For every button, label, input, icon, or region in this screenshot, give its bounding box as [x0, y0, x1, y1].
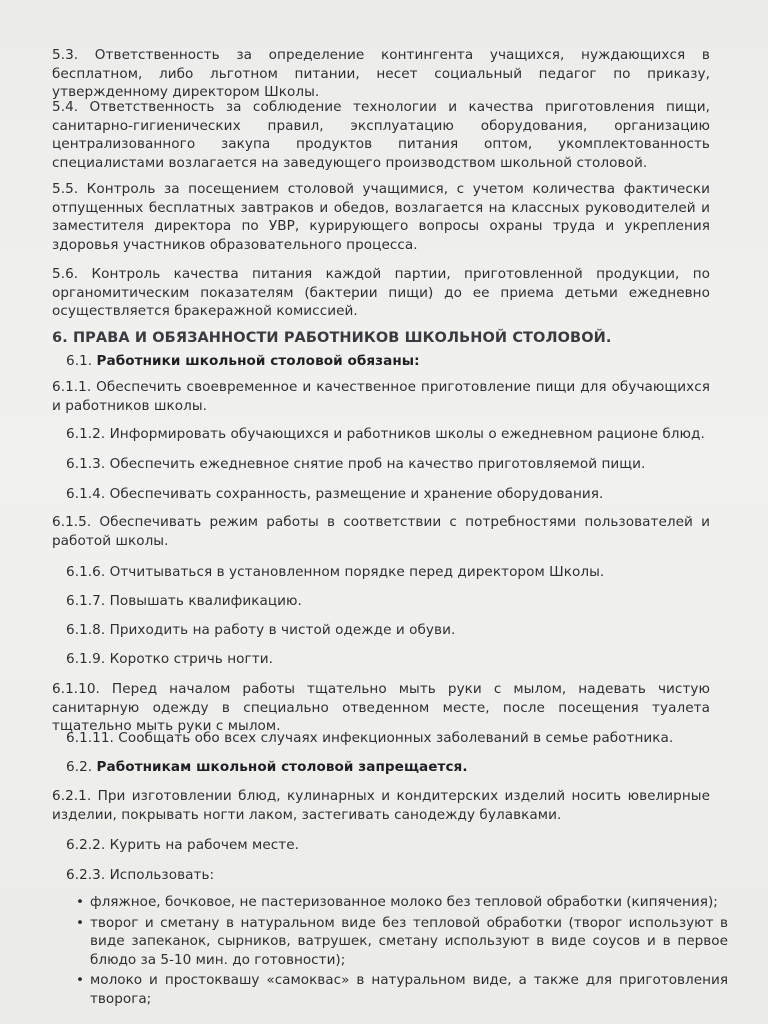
- paragraph-6-2-3: 6.2.3. Использовать:: [66, 867, 215, 883]
- paragraph-6-2: [66, 758, 710, 777]
- paragraph-6-1-2: 6.1.2. Информировать обучающихся и работников школы о ежедневном рационе блюд.: [66, 426, 705, 442]
- paragraph-5-6: 5.6. Контроль качества питания каждой партии, приготовленной продукции, по органомитическим показателям (бактерии пищи) до ее приема детьми ежедневно осуществляется бракеражной комиссией.: [52, 266, 710, 319]
- paragraph-6-1-number: 6.1.: [66, 353, 93, 369]
- paragraph-6-2-number: 6.2.: [66, 759, 93, 775]
- paragraph-6-1-5: 6.1.5. Обеспечивать режим работы в соответствии с потребностями пользователей и работой школы.: [52, 514, 710, 549]
- paragraph-6-1-11: 6.1.11. Сообщать обо всех случаях инфекционных заболеваний в семье работника.: [66, 730, 674, 746]
- paragraph-5-4: 5.4. Ответственность за соблюдение технологии и качества приготовления пищи, санитарно-гигиенических правил, эксплуатацию оборудования, организацию централизованного закупа продуктов питания оптом, укомплектованность специалистами возлагается на заведующего производством школьной столовой.: [52, 99, 710, 171]
- paragraph-5-5: 5.5. Контроль за посещением столовой учащимися, с учетом количества фактически отпущенных бесплатных завтраков и обедов, возлагается на классных руководителей и заместителя директора по УВР, курирующего вопросы охраны труда и укрепления здоровья участников образовательного процесса.: [52, 181, 710, 253]
- paragraph-6-1-3: 6.1.3. Обеспечить ежедневное снятие проб на качество приготовляемой пищи.: [66, 456, 646, 472]
- usage-list: [76, 893, 728, 1010]
- paragraph-6-1: [66, 352, 710, 371]
- paragraph-6-2-2: 6.2.2. Курить на рабочем месте.: [66, 837, 300, 853]
- paragraph-6-2-1: 6.2.1. При изготовлении блюд, кулинарных и кондитерских изделий носить ювелирные изделии, покрывать ногти лаком, застегивать санодежду булавками.: [52, 788, 710, 823]
- paragraph-6-1-title: Работники школьной столовой обязаны:: [96, 353, 420, 369]
- paragraph-6-2-title: Работникам школьной столовой запрещается.: [96, 759, 468, 775]
- section-6-heading: 6. ПРАВА И ОБЯЗАННОСТИ РАБОТНИКОВ ШКОЛЬНОЙ СТОЛОВОЙ.: [52, 330, 612, 346]
- paragraph-6-1-1: 6.1.1. Обеспечить своевременное и качественное приготовление пищи для обучающихся и работников школы.: [52, 379, 710, 414]
- paragraph-6-1-6: 6.1.6. Отчитываться в установленном порядке перед директором Школы.: [66, 564, 605, 580]
- paragraph-6-1-4: 6.1.4. Обеспечивать сохранность, размещение и хранение оборудования.: [66, 486, 604, 502]
- paragraph-6-1-8: 6.1.8. Приходить на работу в чистой одежде и обуви.: [66, 622, 456, 638]
- list-item: • фляжное, бочковое, не пастеризованное молоко без тепловой обработки (кипячения);: [76, 893, 728, 912]
- paragraph-6-1-9: 6.1.9. Коротко стричь ногти.: [66, 651, 273, 667]
- paragraph-5-3: 5.3. Ответственность за определение контингента учащихся, нуждающихся в бесплатном, либо льготном питании, несет социальный педагог по приказу, утвержденному директором Школы.: [52, 47, 710, 100]
- paragraph-6-1-10: 6.1.10. Перед началом работы тщательно мыть руки с мылом, надевать чистую санитарную одежду в специально отведенном месте, после посещения туалета тщательно мыть руки с мылом.: [52, 681, 710, 734]
- list-item: • творог и сметану в натуральном виде без тепловой обработки (творог используют в виде запеканок, сырников, ватрушек, сметану используют в виде соусов и в первое блюдо за 5-10 мин. до готовности);: [76, 914, 728, 970]
- paragraph-6-1-7: 6.1.7. Повышать квалификацию.: [66, 593, 302, 609]
- list-item: • молоко и простоквашу «самоквас» в натуральном виде, а также для приготовления творога;: [76, 971, 728, 1008]
